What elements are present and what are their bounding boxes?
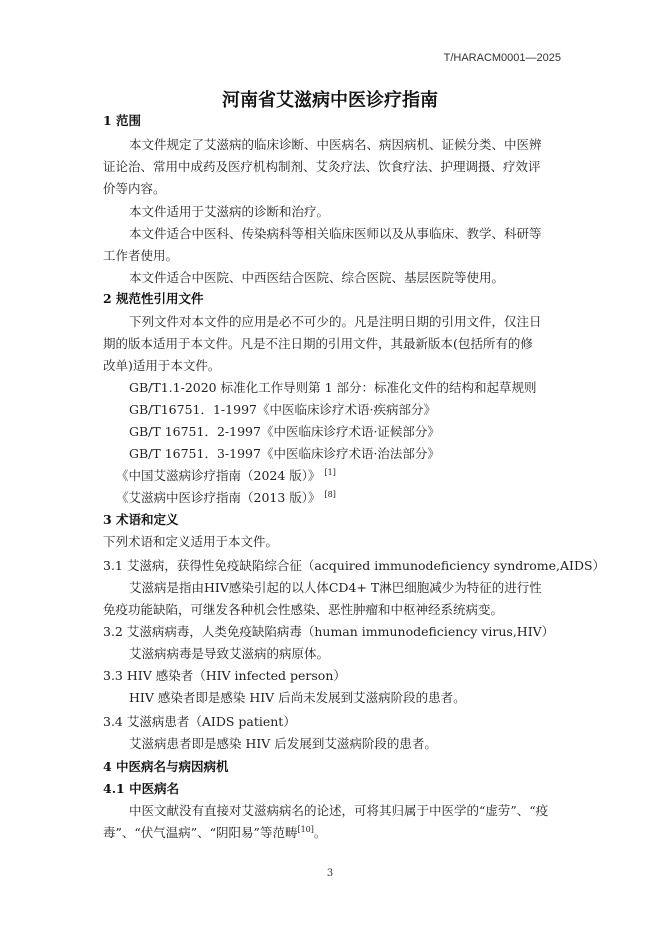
term-heading: 3.1 艾滋病，获得性免疫缺陷综合征（acquired immunodeficiency syndrome,AIDS）: [103, 558, 606, 573]
reference-title: 《中国艾滋病诊疗指南（2024 版）》: [116, 468, 321, 483]
paragraph-line: 艾滋病患者即是感染 HIV 后发展到艾滋病阶段的患者。: [129, 736, 437, 751]
document-title: 河南省艾滋病中医诊疗指南: [222, 90, 438, 111]
paragraph-line: 本文件规定了艾滋病的临床诊断、中医病名、病因病机、证候分类、中医辨: [129, 137, 542, 152]
citation-marker: [8]: [324, 489, 336, 499]
paragraph-line: 下列术语和定义适用于本文件。: [103, 534, 279, 549]
reference-item: GB/T1.1-2020 标准化工作导则第 1 部分：标准化文件的结构和起草规则: [129, 380, 537, 395]
paragraph-line: 本文件适合中医院、中西医结合医院、综合医院、基层医院等使用。: [129, 270, 505, 285]
term-heading: 3.2 艾滋病病毒，人类免疫缺陷病毒（human immunodeficiency virus,HIV）: [103, 624, 555, 639]
subsection-4-1-heading: 4.1 中医病名: [103, 781, 180, 796]
paragraph-line: 本文件适用于艾滋病的诊断和治疗。: [129, 204, 330, 219]
paragraph-line: 艾滋病是指由HIV感染引起的以人体CD4+ T淋巴细胞减少为特征的进行性: [129, 580, 542, 595]
paragraph-text: 毒”、“伏气温病”、“阴阳易”等范畴: [103, 825, 298, 840]
standard-number: T/HARACM0001—2025: [443, 52, 561, 64]
paragraph-line: [103, 823, 326, 841]
paragraph-line: 工作者使用。: [103, 248, 179, 263]
paragraph-line: HIV 感染者即是感染 HIV 后尚未发展到艾滋病阶段的患者。: [129, 690, 466, 705]
paragraph-line: 期的版本适用于本文件。凡是不注日期的引用文件，其最新版本(包括所有的修: [103, 336, 533, 351]
reference-item: GB/T 16751．2-1997《中医临床诊疗术语·证候部分》: [129, 424, 440, 439]
paragraph-end: 。: [313, 825, 327, 840]
paragraph-line: 改单)适用于本文件。: [103, 358, 221, 373]
reference-title: 《艾滋病中医诊疗指南（2013 版）》: [116, 490, 321, 505]
paragraph-line: 下列文件对本文件的应用是必不可少的。凡是注明日期的引用文件，仅注日: [129, 314, 542, 329]
paragraph-line: 价等内容。: [103, 181, 166, 196]
section-4-heading: 4 中医病名与病因病机: [103, 759, 229, 774]
reference-item: GB/T 16751．3-1997《中医临床诊疗术语·治法部分》: [129, 446, 440, 461]
citation-marker: [10]: [297, 824, 314, 834]
term-heading: 3.4 艾滋病患者（AIDS patient）: [103, 714, 296, 729]
reference-item: GB/T16751．1-1997《中医临床诊疗术语·疾病部分》: [129, 402, 436, 417]
paragraph-line: 本文件适合中医科、传染病科等相关临床医师以及从事临床、教学、科研等: [129, 226, 542, 241]
section-1-heading: 1 范围: [103, 113, 142, 128]
reference-item: [116, 488, 336, 506]
paragraph-line: 证论治、常用中成药及医疗机构制剂、艾灸疗法、饮食疗法、护理调摄、疗效评: [103, 159, 541, 174]
section-3-heading: 3 术语和定义: [103, 512, 179, 527]
page-number: 3: [326, 868, 334, 879]
paragraph-line: 艾滋病病毒是导致艾滋病的病原体。: [129, 646, 330, 661]
reference-item: [116, 466, 336, 484]
paragraph-line: 免疫功能缺陷，可继发各种机会性感染、恶性肿瘤和中枢神经系统病变。: [103, 602, 504, 617]
citation-marker: [1]: [324, 467, 336, 477]
paragraph-line: 中医文献没有直接对艾滋病病名的论述，可将其归属于中医学的“虚劳”、“疫: [129, 803, 549, 818]
section-2-heading: 2 规范性引用文件: [103, 291, 204, 306]
term-heading: 3.3 HIV 感染者（HIV infected person）: [103, 668, 346, 683]
